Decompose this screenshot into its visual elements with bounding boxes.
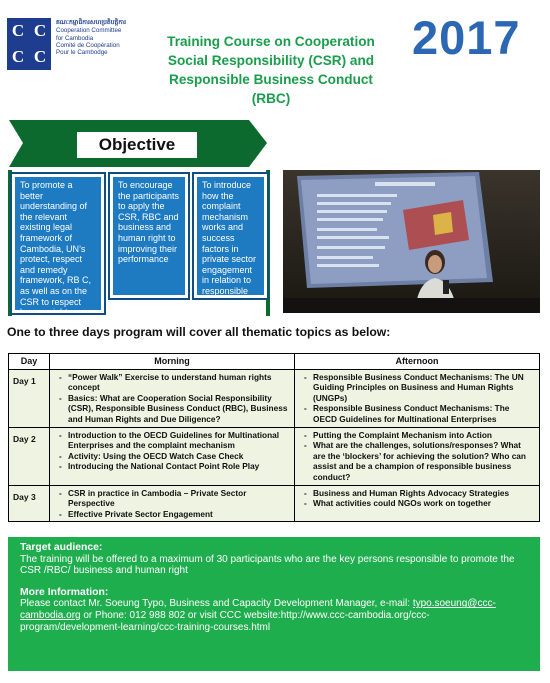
objective-card-2: To encourage the participants to apply the CSR, RBC and business and human right to improving their performance (110, 174, 188, 298)
morning-cell (50, 427, 295, 485)
day-cell: Day 2 (9, 427, 50, 485)
afternoon-cell (295, 485, 540, 522)
list-item: - Activity: Using the OECD Watch Case Check (68, 451, 290, 462)
list-item: - Responsible Business Conduct Mechanisms: The UN Guiding Principles on Business and Human Rights (UNGPs) (313, 372, 535, 404)
info-panel (8, 537, 540, 671)
list-item: - Responsible Business Conduct Mechanisms: The OECD Guidelines for Multinational Enterprises (313, 403, 535, 424)
contact-intro: Please contact Mr. Soeung Typo, Business and Capacity Development Manager, e-mail: (20, 598, 413, 610)
afternoon-cell (295, 427, 540, 485)
list-item: - CSR in practice in Cambodia – Private Sector Perspective (68, 488, 290, 509)
column-header-day: Day (9, 354, 50, 370)
logo-letter: C (11, 47, 25, 66)
list-item: - Business and Human Rights Advocacy Strategies (313, 488, 535, 499)
list-item: - Putting the Complaint Mechanism into Action (313, 430, 535, 441)
target-audience-text: The training will be offered to a maximum of 30 participants who are the key persons responsible to promote the CSR /RBC/ business and human right (20, 553, 515, 577)
schedule-header-row (9, 354, 540, 370)
morning-cell (50, 485, 295, 522)
day-cell: Day 1 (9, 369, 50, 427)
logo-french-name-2: Pour le Cambodge (56, 49, 108, 57)
contact-text (20, 598, 528, 633)
program-heading: One to three days program will cover all thematic topics as below: (7, 325, 391, 339)
objective-label: Objective (75, 130, 199, 160)
logo-english-name-2: for Cambodia (56, 34, 94, 42)
year-heading: 2017 (412, 11, 521, 64)
list-item: - What activities could NGOs work on together (313, 498, 535, 509)
contact-phone-website: or Phone: 012 988 802 or visit CCC website:http://www.ccc-cambodia.org/ccc-program/development-learning/ccc-training-courses.html (20, 609, 430, 633)
logo-french-name-1: Comité de Coopération (56, 41, 120, 49)
schedule-table (8, 353, 540, 522)
logo-letter: C (33, 21, 47, 40)
objective-card-3: To introduce how the complaint mechanism works and success factors in private sector engagement in relation to responsible conduct results (194, 174, 267, 298)
page-title: Training Course on Cooperation Social Responsibility (CSR) and Responsible Business Conduct (RBC) (167, 34, 375, 106)
column-header-afternoon: Afternoon (295, 354, 540, 370)
logo-text (56, 20, 126, 56)
email-link[interactable]: typo.soeung@ccc-cambodia.org (20, 598, 496, 621)
list-item: - What are the challenges, solutions/responses? What are the ‘blockers’ for achieving the solution? Who can assist and be a champion of responsible business conduct? (313, 440, 535, 482)
ccc-logo (7, 18, 51, 70)
afternoon-cell (295, 369, 540, 427)
list-item: - Introduction to the OECD Guidelines for Multinational Enterprises and the complaint mechanism (68, 430, 290, 451)
logo-letter: C (11, 21, 25, 40)
day-cell: Day 3 (9, 485, 50, 522)
list-item: - “Power Walk” Exercise to understand human rights concept (68, 372, 290, 393)
logo-khmer-name: គណៈកម្មាធិការសហប្រតិបត្តិការ (56, 20, 126, 26)
target-audience-heading: Target audience: (20, 542, 103, 553)
presentation-photo-drawing (283, 170, 540, 313)
list-item: - Effective Private Sector Engagement (68, 509, 290, 520)
presentation-photo (283, 170, 540, 313)
table-row (9, 369, 540, 427)
morning-cell (50, 369, 295, 427)
logo-letter: C (33, 47, 47, 66)
list-item: - Basics: What are Cooperation Social Responsibility (CSR), Responsible Business Conduct (RBC), Business and Human Rights and Due Diligence? (68, 393, 290, 425)
table-row (9, 485, 540, 522)
column-header-morning: Morning (50, 354, 295, 370)
list-item: - Introducing the National Contact Point Role Play (68, 461, 290, 472)
more-information-heading: More Information: (20, 586, 109, 598)
logo-english-name-1: Cooperation Committee (56, 27, 122, 35)
objective-card-1: To promote a better understanding of the relevant existing legal framework of Cambodia, UN’s protect, respect and remedy framework, RB C, as well as on the CSR to respect human rights; (12, 174, 104, 313)
table-row (9, 427, 540, 485)
